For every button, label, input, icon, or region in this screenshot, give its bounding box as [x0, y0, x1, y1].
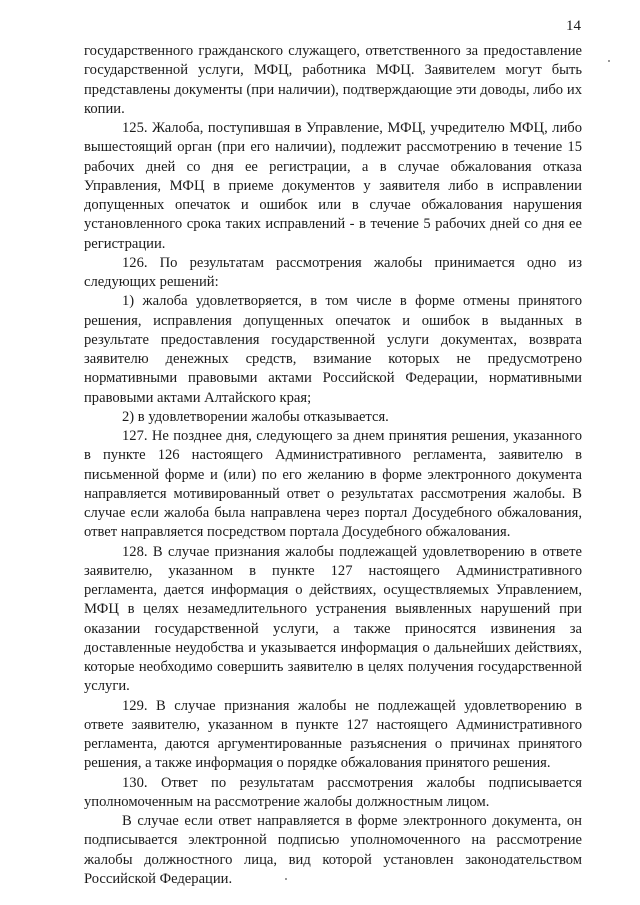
paragraph-126: 126. По результатам рассмотрения жалобы принимается одно из следующих решений:: [84, 254, 582, 290]
scan-speck: [608, 60, 610, 62]
paragraph-129: 129. В случае признания жалобы не подлежащей удовлетворению в ответе заявителю, указанном в пункте 127 настоящего Административного регламента, даются аргументированные разъяснения о причинах принятого решения, а также информация о порядке обжалования принятого решения.: [84, 697, 582, 772]
page-number: 14: [566, 18, 581, 34]
paragraph-126-item-2: 2) в удовлетворении жалобы отказывается.: [122, 408, 389, 425]
paragraph-electronic-response: В случае если ответ направляется в форме электронного документа, он подписывается электронной подписью уполномоченного на рассмотрение жалобы должностного лица, вид которой установлен законодательством Российской Федерации.: [84, 813, 582, 887]
document-body: [84, 42, 582, 889]
paragraph-126-item-1: 1) жалоба удовлетворяется, в том числе в форме отмены принятого решения, исправления допущенных опечаток и ошибок в выданных в результате предоставления государственной услуги документах, возврата заявителю денежных средств, взимание которых не предусмотрено нормативными правовыми актами Российской Федерации, нормативными правовыми актами Алтайского края;: [84, 293, 582, 406]
paragraph-127: 127. Не позднее дня, следующего за днем принятия решения, указанного в пункте 126 настоящего Административного регламента, заявителю в письменной форме и (или) по его желанию в форме электронного документа направляется мотивированный ответ о результатах рассмотрения жалобы. В случае если жалоба была направлена через портал Досудебного обжалования, ответ направляется посредством портала Досудебного обжалования.: [84, 428, 582, 541]
scan-speck: [285, 878, 287, 880]
paragraph-125: 125. Жалоба, поступившая в Управление, МФЦ, учредителю МФЦ, либо вышестоящий орган (при его наличии), подлежит рассмотрению в течение 15 рабочих дней со дня ее регистрации, а в случае обжалования отказа Управления, МФЦ в приеме документов у заявителя либо в исправлении допущенных опечаток и ошибок или в случае обжалования нарушения установленного срока таких исправлений - в течение 5 рабочих дней со дня ее регистрации.: [84, 120, 582, 252]
paragraph-130: 130. Ответ по результатам рассмотрения жалобы подписывается уполномоченным на рассмотрение жалобы должностным лицом.: [84, 774, 582, 810]
paragraph-continuation: государственного гражданского служащего, ответственного за предоставление государственной услуги, МФЦ, работника МФЦ. Заявителем могут быть представлены документы (при наличии), подтверждающие эти доводы, либо их копии.: [84, 43, 582, 117]
paragraph-128: 128. В случае признания жалобы подлежащей удовлетворению в ответе заявителю, указанном в пункте 127 настоящего Административного регламента, дается информация о действиях, осуществляемых Управлением, МФЦ в целях незамедлительного устранения выявленных нарушений при оказании государственной услуги, а также приносятся извинения за доставленные неудобства и указывается информация о дальнейших действиях, которые необходимо совершить заявителю в целях получения государственной услуги.: [84, 543, 582, 695]
